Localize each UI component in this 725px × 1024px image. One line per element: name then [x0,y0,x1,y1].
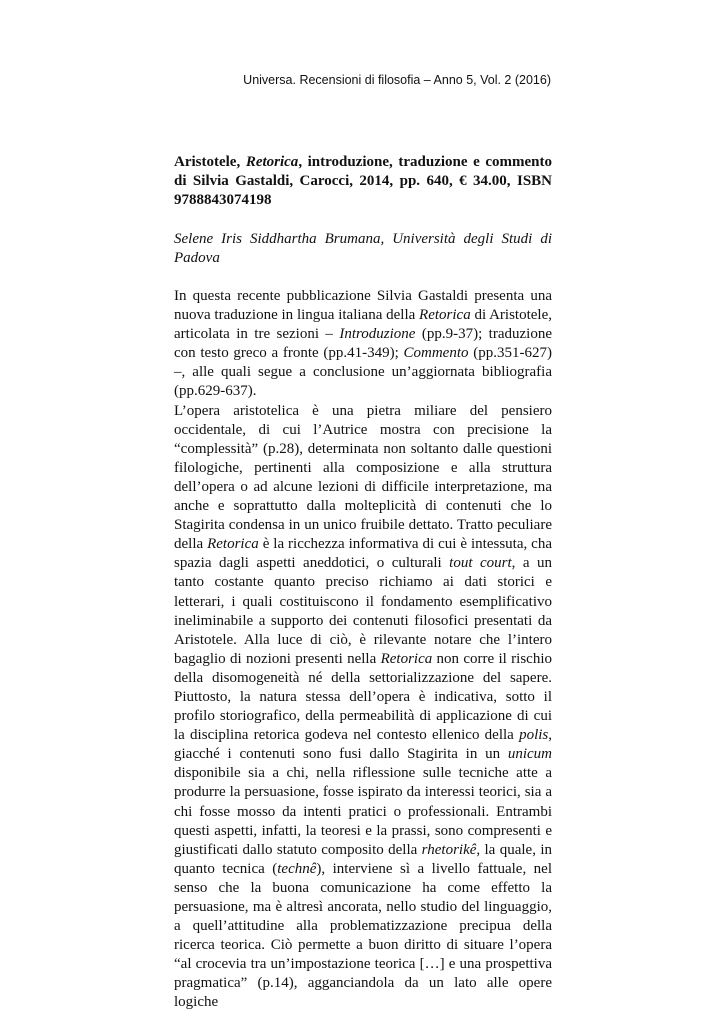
text-run: In questa recente pubblicazione Silvia Gastaldi presenta una nuova traduzione in lingua italiana della [174,288,552,324]
review-title [174,153,552,210]
text-run: (pp.351-627) –, alle quali segue a conclusione un’aggiornata bibliografia (pp.629-637). [174,345,552,400]
italic-run: polis [519,727,549,744]
text-run: è la ricchezza informativa di cui è intessuta, cha spazia dagli aspetti aneddotici, o culturali [174,536,552,572]
text-run: L’opera aristotelica è una pietra miliare del pensiero occidentale, di cui l’Autrice mostra con precisione la “complessità” (p.28), determinata non soltanto dalle questioni filologiche, pertinenti alla composizione e alla struttura dell’opera o ad alcune lezioni di difficile interpretazione, ma anche e soprattutto dalla molteplicità di contenuti che lo Stagirita condensa in un unico fruibile dettato. Tratto peculiare della [174,402,552,553]
italic-run: technê [277,860,317,877]
text-run: ), interviene sì a livello fattuale, nel senso che la buona comunicazione ha come effetto la persuasione, ma è altresì ancorata, nello studio del linguaggio, a quell’attitudine alla problematizzazione precipua della ricerca teorica. Ciò permette a buon diritto di situare l’opera “al crocevia tra un’impostazione teorica […] e una prospettiva pragmatica” (p.14), agganciandola da un lato alle opere logiche [174,860,552,1011]
paragraph-2 [174,402,552,1013]
text-run: (pp.9-37); traduzione con testo greco a fronte (pp.41-349); [174,326,552,362]
reviewer-byline: Selene Iris Siddhartha Brumana, Università degli Studi di Padova [174,231,552,266]
review-body [174,287,552,1013]
title-author: Aristotele, [174,154,241,170]
text-run: , a un tanto costante quanto preciso richiamo ai dati storici e letterari, i quali costituiscono il fondamento esemplificativo ineliminabile a supporto dei contenuti filosofici presentati da Aristotele. Alla luce di ciò, è rilevante notare che l’intero bagaglio di nozioni presenti nella [174,555,552,667]
italic-run: Introduzione [339,326,416,343]
italic-run: rhetorikê [421,841,477,858]
italic-run: Retorica [419,307,471,324]
paragraph-1 [174,287,552,402]
text-run: non corre il rischio della disomogeneità né della settorializzazione del sapere. Piuttosto, la natura stessa dell’opera è indicativa, sotto il profilo storiografico, della permeabilità di applicazione di cui la disciplina retorica godeva nel contesto ellenico della [174,650,552,744]
italic-run: tout court [449,555,512,572]
italic-run: Retorica [380,650,433,667]
text-run: disponibile sia a chi, nella riflessione sulle tecniche atte a produrre la persuasione, fosse ispirato da interessi teorici, sia a chi fosse mosso da intenti pratici o professionali. Entrambi questi aspetti, infatti, la teoresi e la prassi, sono compresenti e giustificati dallo statuto composito della [174,765,552,858]
italic-run: Commento [403,345,469,362]
italic-run: Retorica [207,536,259,553]
title-details: , introduzione, traduzione e commento di Silvia Gastaldi, Carocci, 2014, pp. 640, € 34.00, ISBN 9788843074198 [174,154,553,208]
text-run: , la quale, in quanto tecnica ( [174,841,552,877]
article [174,153,552,1013]
title-work: Retorica [245,154,299,170]
italic-run: unicum [507,746,552,763]
text-run: , giacché i contenuti sono fusi dallo Stagirita in un [174,727,552,763]
running-head: Universa. Recensioni di filosofia – Anno 5, Vol. 2 (2016) [243,73,551,87]
text-run: di Aristotele, articolata in tre sezioni – [174,307,552,343]
